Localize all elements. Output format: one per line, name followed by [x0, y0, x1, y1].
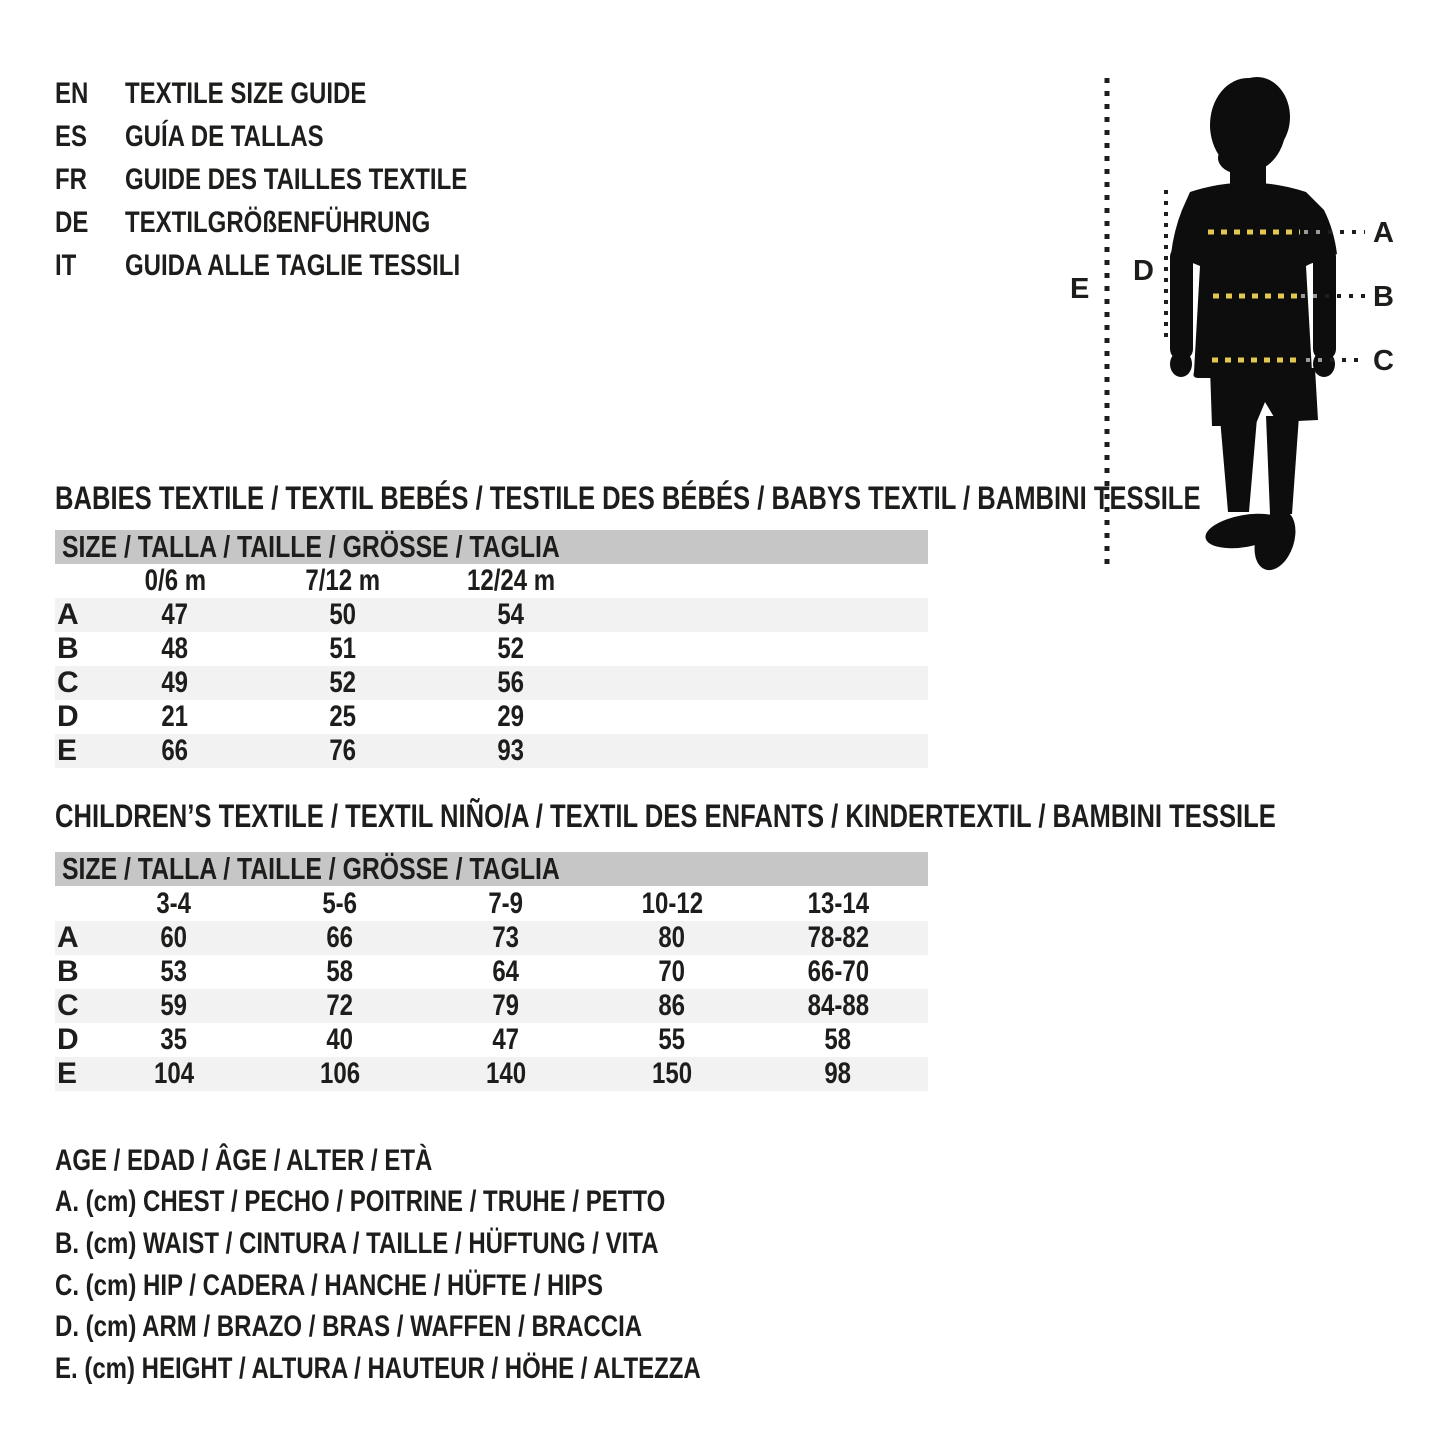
legend-chest: A. (cm) CHEST / PECHO / POITRINE / TRUHE / PETTO	[55, 1185, 666, 1219]
row-label: D	[57, 700, 79, 733]
size-value-cell: 72	[326, 989, 354, 1022]
size-value-cell: 58	[326, 955, 354, 988]
lang-code-fr: FR	[55, 162, 87, 196]
size-value-cell: 104	[153, 1057, 195, 1090]
measurement-legend	[55, 1140, 862, 1390]
size-value-cell: 40	[326, 1023, 354, 1056]
children-column-header-row	[55, 887, 928, 921]
legend-hip: C. (cm) HIP / CADERA / HANCHE / HÜFTE / HIPS	[55, 1268, 604, 1302]
row-label: B	[57, 955, 79, 988]
silhouette-left-hand	[1170, 351, 1192, 377]
lang-title-it: GUIDA ALLE TAGLIE TESSILI	[125, 248, 461, 282]
size-value-cell: 47	[492, 1023, 520, 1056]
row-label: B	[57, 632, 79, 665]
size-value-cell: 51	[329, 632, 357, 665]
children-table-title: CHILDREN’S TEXTILE / TEXTIL NIÑO/A / TEXTIL DES ENFANTS / KINDERTEXTIL / BAMBINI TESSILE	[55, 798, 1276, 834]
figure-label-a: A	[1373, 217, 1394, 249]
size-value-cell: 53	[160, 955, 188, 988]
lang-row-en	[55, 72, 553, 115]
lang-title-fr: GUIDE DES TAILLES TEXTILE	[125, 162, 468, 196]
size-value-cell: 150	[651, 1057, 693, 1090]
size-value-cell: 73	[492, 921, 520, 954]
figure-label-c: C	[1373, 345, 1394, 377]
children-row-e	[55, 1057, 928, 1091]
legend-arm: D. (cm) ARM / BRAZO / BRAS / WAFFEN / BRACCIA	[55, 1310, 643, 1344]
babies-row-a	[55, 598, 928, 632]
size-value-cell: 79	[492, 989, 520, 1022]
children-row-a	[55, 921, 928, 955]
row-label: C	[57, 989, 79, 1022]
children-row-d	[55, 1023, 928, 1057]
babies-row-c	[55, 666, 928, 700]
row-label: A	[57, 921, 79, 954]
children-col-header: 5-6	[322, 887, 358, 920]
silhouette-right-hand	[1313, 351, 1335, 377]
size-value-cell: 66-70	[807, 955, 869, 988]
legend-height: E. (cm) HEIGHT / ALTURA / HAUTEUR / HÖHE / ALTEZZA	[55, 1351, 701, 1385]
size-value-cell: 47	[161, 598, 189, 631]
size-value-cell: 55	[658, 1023, 686, 1056]
size-value-cell: 80	[658, 921, 686, 954]
lang-row-es	[55, 115, 553, 158]
children-row-c	[55, 989, 928, 1023]
size-value-cell: 84-88	[807, 989, 869, 1022]
babies-column-header-row	[55, 564, 928, 598]
children-col-header: 13-14	[807, 887, 869, 920]
size-value-cell: 52	[329, 666, 357, 699]
size-value-cell: 60	[160, 921, 188, 954]
lang-row-de	[55, 201, 553, 244]
children-col-header: 7-9	[488, 887, 524, 920]
size-value-cell: 59	[160, 989, 188, 1022]
silhouette-right-arm	[1313, 246, 1336, 360]
children-size-header-bar: SIZE / TALLA / TAILLE / GRÖSSE / TAGLIA	[55, 852, 928, 886]
size-value-cell: 93	[497, 734, 525, 767]
silhouette-shirt	[1171, 183, 1337, 379]
babies-col-header: 0/6 m	[144, 564, 206, 597]
row-label: E	[57, 1057, 78, 1090]
lang-title-es: GUÍA DE TALLAS	[125, 119, 324, 153]
language-title-block	[55, 72, 553, 287]
lang-title-de: TEXTILGRÖßENFÜHRUNG	[125, 205, 431, 239]
size-value-cell: 56	[497, 666, 525, 699]
size-value-cell: 86	[658, 989, 686, 1022]
size-value-cell: 29	[497, 700, 525, 733]
silhouette-shorts	[1210, 368, 1318, 426]
lang-code-es: ES	[55, 119, 88, 153]
babies-table-title: BABIES TEXTILE / TEXTIL BEBÉS / TESTILE DES BÉBÉS / BABYS TEXTIL / BAMBINI TESSILE	[55, 480, 1201, 516]
children-row-b	[55, 955, 928, 989]
size-value-cell: 140	[485, 1057, 527, 1090]
figure-label-d: D	[1133, 255, 1154, 287]
legend-age: AGE / EDAD / ÂGE / ALTER / ETÀ	[55, 1143, 433, 1177]
lang-title-en: TEXTILE SIZE GUIDE	[125, 76, 367, 110]
size-value-cell: 21	[161, 700, 189, 733]
figure-label-e: E	[1070, 273, 1090, 305]
babies-col-header: 12/24 m	[466, 564, 556, 597]
size-value-cell: 49	[161, 666, 189, 699]
silhouette-left-arm	[1170, 246, 1193, 360]
row-label: D	[57, 1023, 79, 1056]
lang-row-it	[55, 244, 553, 287]
row-label: E	[57, 734, 78, 767]
size-value-cell: 66	[161, 734, 189, 767]
size-value-cell: 98	[824, 1057, 852, 1090]
figure-label-b: B	[1373, 281, 1394, 313]
size-value-cell: 106	[319, 1057, 361, 1090]
size-value-cell: 54	[497, 598, 525, 631]
size-value-cell: 48	[161, 632, 189, 665]
size-value-cell: 35	[160, 1023, 188, 1056]
babies-col-header: 7/12 m	[305, 564, 381, 597]
size-value-cell: 76	[329, 734, 357, 767]
size-value-cell: 25	[329, 700, 357, 733]
size-value-cell: 66	[326, 921, 354, 954]
babies-size-header-bar: SIZE / TALLA / TAILLE / GRÖSSE / TAGLIA	[55, 530, 928, 564]
size-value-cell: 50	[329, 598, 357, 631]
size-value-cell: 52	[497, 632, 525, 665]
size-value-cell: 64	[492, 955, 520, 988]
lang-code-en: EN	[55, 76, 89, 110]
children-col-header: 3-4	[156, 887, 192, 920]
babies-row-b	[55, 632, 928, 666]
size-value-cell: 78-82	[807, 921, 869, 954]
babies-row-e	[55, 734, 928, 768]
babies-row-d	[55, 700, 928, 734]
children-col-header: 10-12	[641, 887, 703, 920]
legend-waist: B. (cm) WAIST / CINTURA / TAILLE / HÜFTUNG / VITA	[55, 1226, 659, 1260]
size-value-cell: 70	[658, 955, 686, 988]
lang-code-it: IT	[55, 248, 77, 282]
lang-row-fr	[55, 158, 553, 201]
lang-code-de: DE	[55, 205, 89, 239]
row-label: A	[57, 598, 79, 631]
size-value-cell: 58	[824, 1023, 852, 1056]
row-label: C	[57, 666, 79, 699]
